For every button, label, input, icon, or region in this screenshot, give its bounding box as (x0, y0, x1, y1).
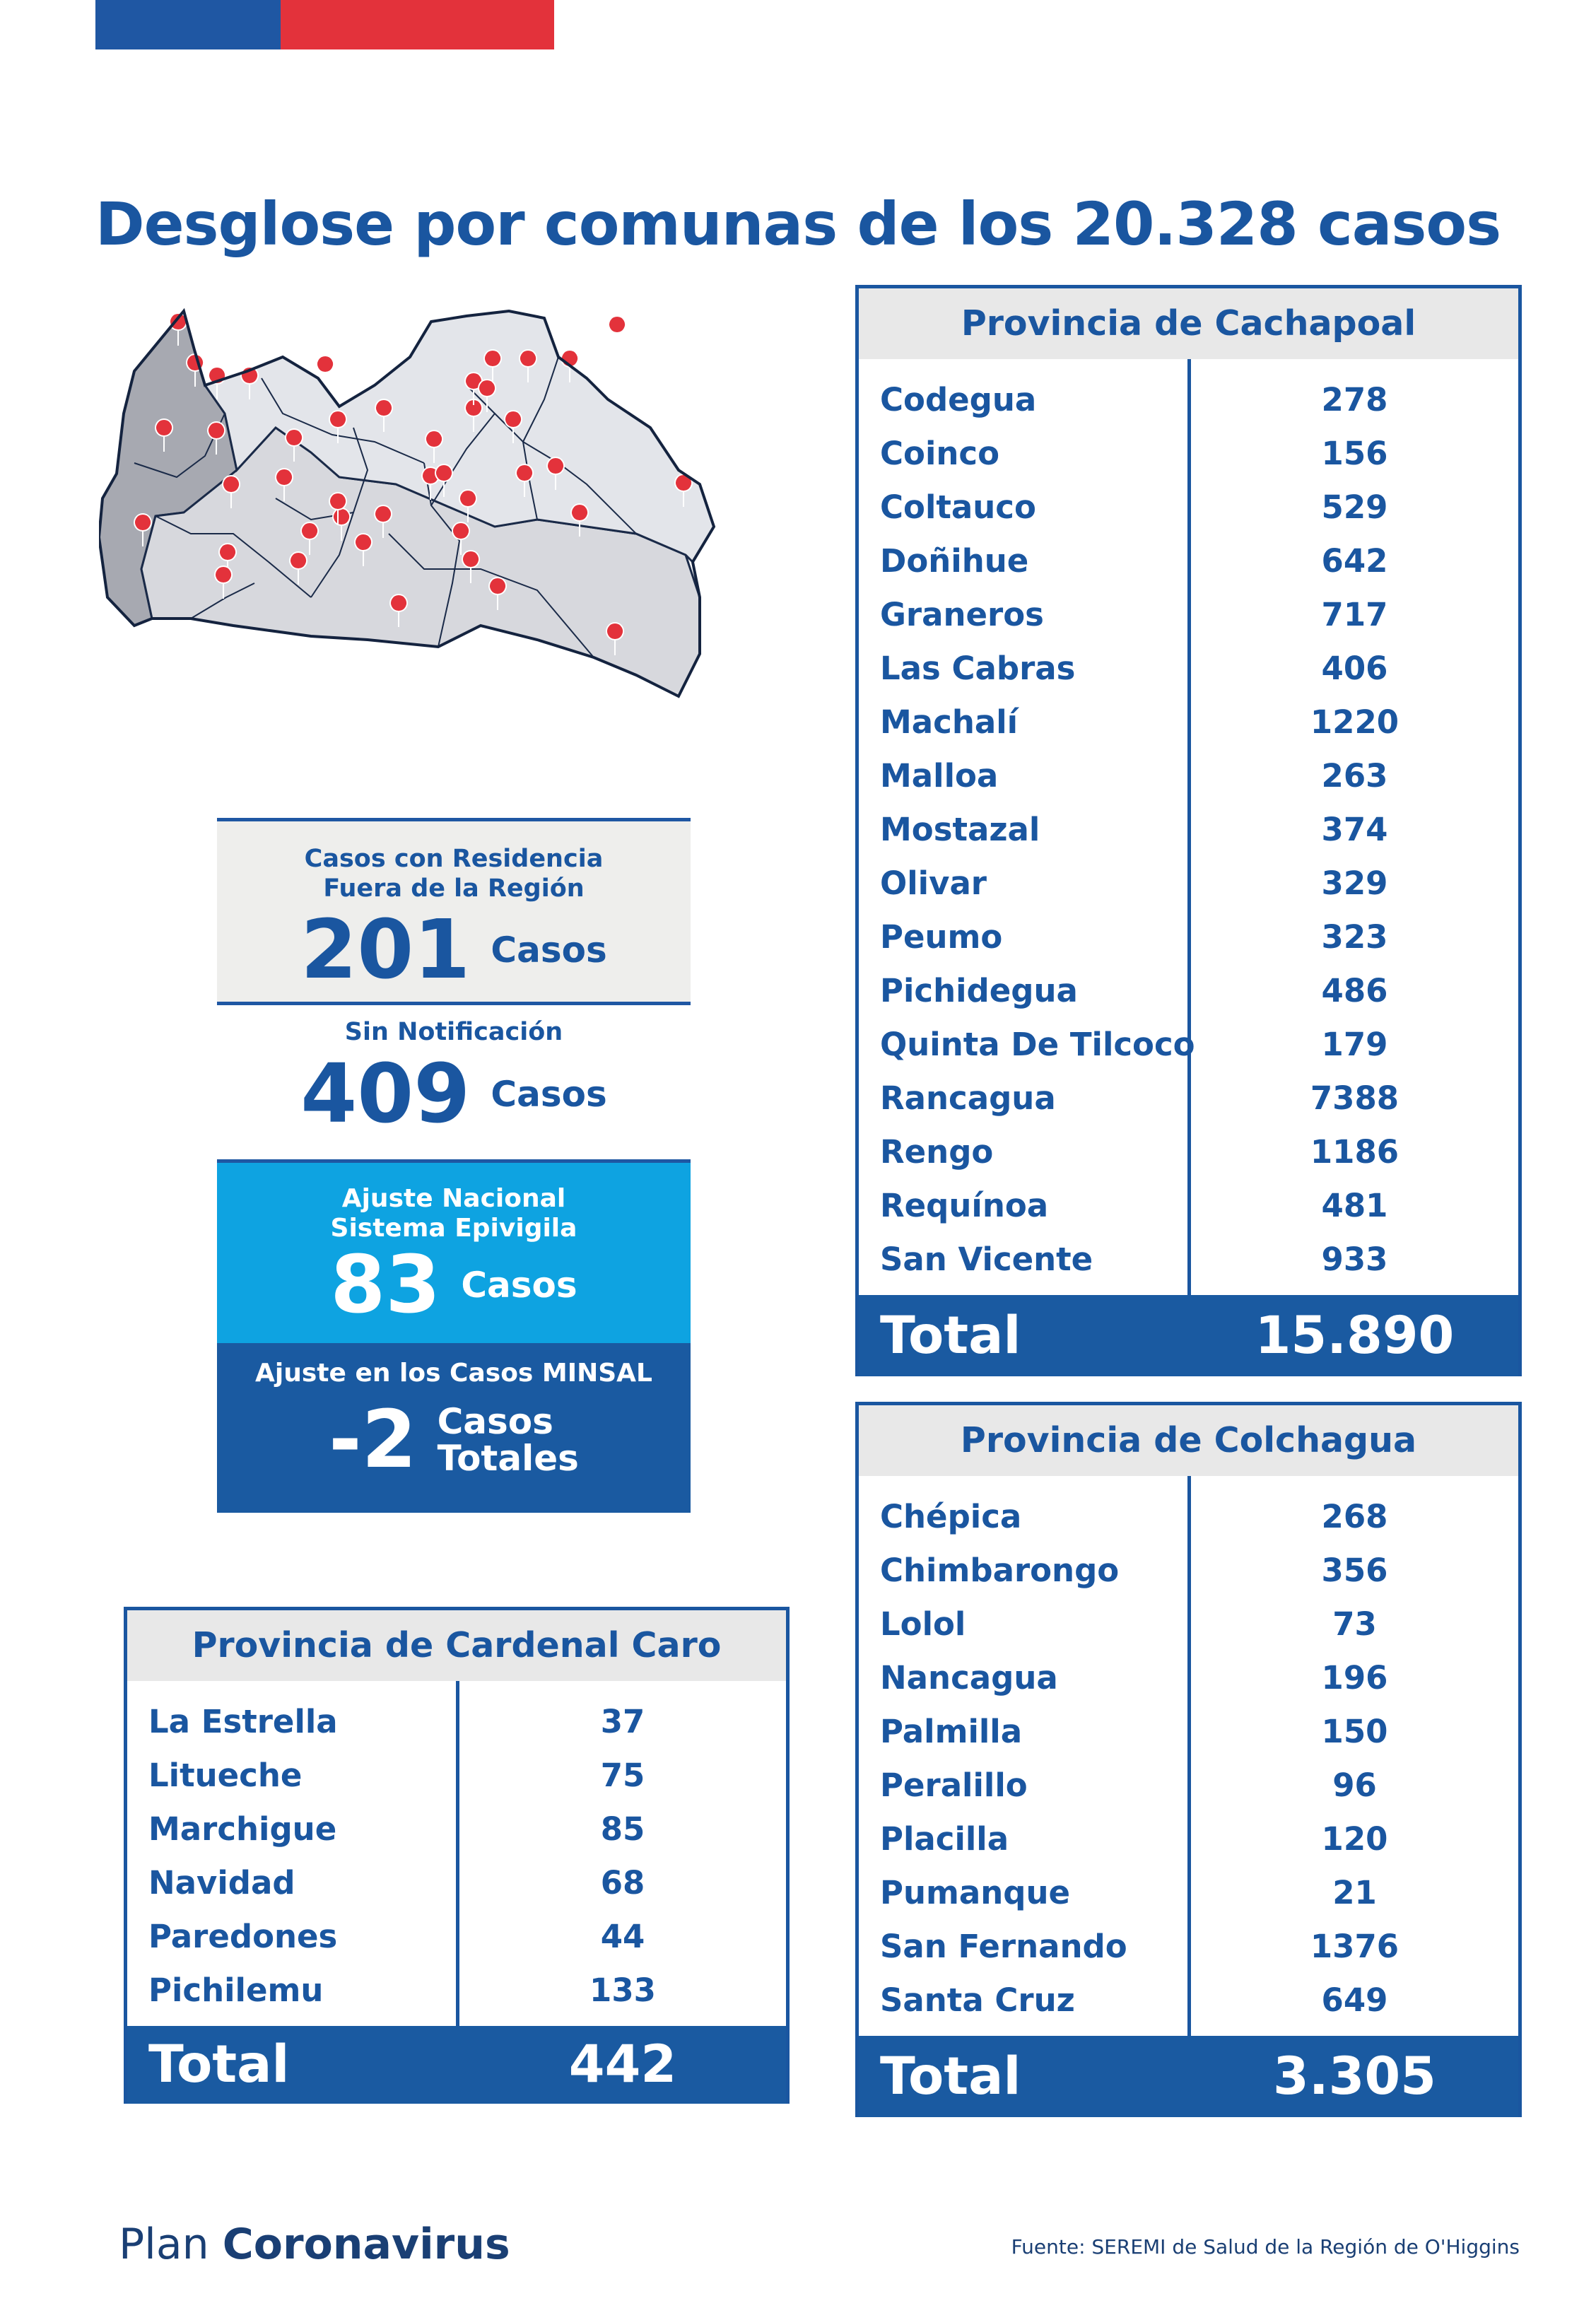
commune-name: Chimbarongo (880, 1552, 1120, 1589)
table-row (859, 964, 1518, 1018)
table-row (859, 749, 1518, 803)
flag-blue-bar (95, 0, 281, 49)
commune-name: Doñihue (880, 542, 1029, 580)
cachapoal-table (855, 285, 1522, 1376)
commune-name: Palmilla (880, 1713, 1023, 1750)
colchagua-title: Provincia de Colchagua (859, 1402, 1518, 1476)
table-row (859, 1920, 1518, 1974)
table-row (859, 1072, 1518, 1125)
table-row (859, 1974, 1518, 2027)
commune-name: Santa Cruz (880, 1981, 1075, 2019)
national-adjustment-label-line1: Ajuste Nacional (341, 1184, 566, 1213)
table-row (859, 857, 1518, 910)
commune-cases: 263 (1321, 757, 1388, 795)
minsal-adjustment-label: Ajuste en los Casos MINSAL (255, 1359, 652, 1388)
national-adjustment-label-line2: Sistema Epivigila (330, 1214, 577, 1243)
commune-name: Lolol (880, 1605, 966, 1643)
commune-name: La Estrella (148, 1703, 338, 1740)
commune-cases: 481 (1321, 1187, 1388, 1224)
commune-cases: 278 (1321, 381, 1388, 418)
minsal-adjustment-value: -2 (329, 1394, 417, 1486)
colchagua-table (855, 1402, 1522, 2117)
commune-cases: 329 (1321, 865, 1388, 902)
commune-name: Paredones (148, 1918, 338, 1955)
table-row (859, 1866, 1518, 1920)
commune-name: Marchigue (148, 1810, 337, 1848)
minsal-adjustment-unit-line2: Totales (437, 1438, 579, 1479)
commune-cases: 642 (1321, 542, 1388, 580)
table-row (859, 1018, 1518, 1072)
commune-name: Coinco (880, 435, 999, 472)
commune-cases: 717 (1321, 596, 1388, 633)
table-row (859, 803, 1518, 857)
commune-cases: 1220 (1310, 703, 1400, 741)
flag-red-bar (281, 0, 554, 49)
table-row (127, 1749, 786, 1803)
no-notification-label: Sin Notificación (344, 1018, 563, 1046)
commune-cases: 406 (1321, 650, 1388, 687)
table-row (859, 588, 1518, 642)
commune-cases: 529 (1321, 488, 1388, 526)
cachapoal-total-row (859, 1295, 1518, 1376)
commune-name: Mostazal (880, 811, 1040, 848)
commune-cases: 73 (1332, 1605, 1377, 1643)
map-pin-icon (609, 316, 626, 348)
commune-cases: 179 (1321, 1026, 1388, 1063)
out-of-region-label-line2: Fuera de la Región (323, 874, 585, 903)
cardenal-caro-total-value: 442 (568, 2034, 677, 2095)
commune-cases: 486 (1321, 972, 1388, 1009)
commune-cases: 1186 (1310, 1133, 1400, 1171)
colchagua-total-value: 3.305 (1273, 2046, 1436, 2107)
cachapoal-total-value: 15.890 (1255, 1306, 1455, 1366)
commune-name: Coltauco (880, 488, 1036, 526)
table-row (859, 1233, 1518, 1287)
table-row (127, 1964, 786, 2017)
commune-cases: 268 (1321, 1498, 1388, 1535)
cardenal-caro-table (124, 1607, 790, 2104)
commune-cases: 933 (1321, 1241, 1388, 1278)
table-row (859, 1544, 1518, 1598)
no-notification-unit: Casos (491, 1074, 607, 1115)
commune-name: Codegua (880, 381, 1037, 418)
table-row (127, 1695, 786, 1749)
commune-name: Navidad (148, 1864, 295, 1902)
no-notification-card (217, 1018, 691, 1142)
region-map (99, 300, 813, 809)
national-adjustment-unit: Casos (461, 1265, 577, 1306)
table-row (859, 1651, 1518, 1705)
commune-cases: 156 (1321, 435, 1388, 472)
commune-name: Rancagua (880, 1079, 1056, 1117)
commune-name: Quinta De Tilcoco (880, 1026, 1195, 1063)
footer-plan-name: Coronavirus (222, 2220, 510, 2269)
commune-name: Litueche (148, 1757, 303, 1794)
commune-cases: 68 (600, 1864, 645, 1902)
commune-name: Peralillo (880, 1767, 1028, 1804)
table-row (859, 1490, 1518, 1544)
table-row (127, 1856, 786, 1910)
table-row (859, 534, 1518, 588)
commune-name: San Fernando (880, 1928, 1127, 1965)
table-row (859, 427, 1518, 481)
page-title: Desglose por comunas de los 20.328 casos (95, 189, 1501, 259)
table-row (859, 642, 1518, 696)
table-row (859, 1759, 1518, 1812)
commune-cases: 37 (600, 1703, 645, 1740)
colchagua-total-row (859, 2036, 1518, 2117)
commune-name: Nancagua (880, 1659, 1058, 1697)
out-of-region-card (217, 818, 691, 1005)
colchagua-total-label: Total (880, 2046, 1021, 2107)
table-row (859, 373, 1518, 427)
out-of-region-unit: Casos (491, 930, 607, 971)
table-row (859, 1705, 1518, 1759)
cachapoal-total-label: Total (880, 1306, 1021, 1366)
commune-name: Olivar (880, 865, 987, 902)
table-row (127, 1803, 786, 1856)
commune-name: San Vicente (880, 1241, 1093, 1278)
out-of-region-label-line1: Casos con Residencia (304, 845, 604, 873)
commune-name: Pichilemu (148, 1972, 324, 2009)
commune-name: Pichidegua (880, 972, 1078, 1009)
commune-name: Pumanque (880, 1874, 1071, 1911)
table-row (127, 1910, 786, 1964)
table-row (859, 1812, 1518, 1866)
footer-plan-prefix: Plan (119, 2220, 209, 2269)
commune-name: Chépica (880, 1498, 1022, 1535)
table-row (859, 910, 1518, 964)
commune-cases: 133 (589, 1972, 656, 2009)
commune-cases: 649 (1321, 1981, 1388, 2019)
cardenal-caro-total-row (127, 2026, 786, 2104)
commune-name: Machalí (880, 703, 1019, 741)
national-adjustment-card (217, 1159, 691, 1343)
minsal-adjustment-unit-line1: Casos (437, 1401, 553, 1442)
table-row (859, 481, 1518, 534)
commune-cases: 150 (1321, 1713, 1388, 1750)
table-row (859, 1179, 1518, 1233)
table-row (859, 696, 1518, 749)
commune-cases: 44 (600, 1918, 645, 1955)
commune-cases: 120 (1321, 1820, 1388, 1858)
commune-name: Las Cabras (880, 650, 1076, 687)
no-notification-value: 409 (300, 1047, 471, 1142)
commune-cases: 96 (1332, 1767, 1377, 1804)
out-of-region-value: 201 (300, 903, 471, 997)
cachapoal-title: Provincia de Cachapoal (859, 285, 1518, 359)
commune-cases: 374 (1321, 811, 1388, 848)
cardenal-caro-title: Provincia de Cardenal Caro (127, 1607, 786, 1681)
commune-cases: 85 (600, 1810, 645, 1848)
commune-name: Graneros (880, 596, 1044, 633)
table-row (859, 1598, 1518, 1651)
commune-name: Requínoa (880, 1187, 1049, 1224)
commune-cases: 323 (1321, 918, 1388, 956)
footer-plan (119, 2220, 510, 2269)
national-adjustment-value: 83 (330, 1239, 441, 1331)
footer-source: Fuente: SEREMI de Salud de la Región de O'Higgins (1011, 2235, 1520, 2259)
cardenal-caro-total-label: Total (148, 2034, 290, 2095)
table-row (859, 1125, 1518, 1179)
commune-cases: 75 (600, 1757, 645, 1794)
commune-cases: 196 (1321, 1659, 1388, 1697)
commune-name: Placilla (880, 1820, 1009, 1858)
minsal-adjustment-card (217, 1343, 691, 1513)
commune-cases: 7388 (1310, 1079, 1400, 1117)
commune-name: Rengo (880, 1133, 994, 1171)
commune-cases: 21 (1332, 1874, 1377, 1911)
commune-cases: 1376 (1310, 1928, 1400, 1965)
commune-name: Peumo (880, 918, 1003, 956)
commune-name: Malloa (880, 757, 999, 795)
commune-cases: 356 (1321, 1552, 1388, 1589)
